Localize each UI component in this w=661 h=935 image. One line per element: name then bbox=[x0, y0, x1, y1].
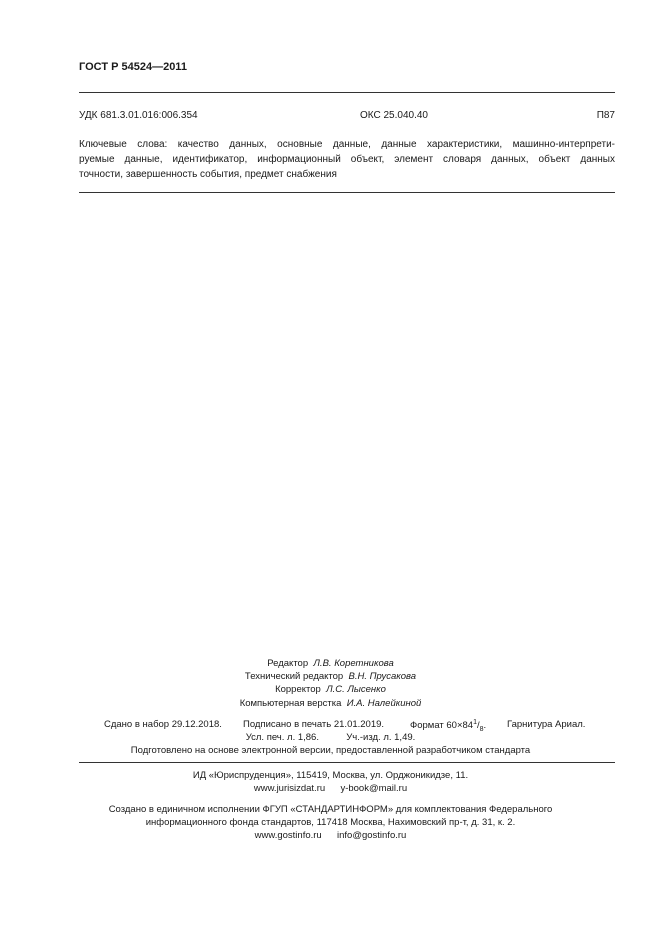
corrector-name: Л.С. Лысенко bbox=[326, 684, 386, 696]
format-sup: 1 bbox=[473, 719, 477, 726]
format bbox=[410, 719, 486, 733]
sent-date: Сдано в набор 29.12.2018. bbox=[104, 719, 222, 730]
editor-name: Л.В. Коретникова bbox=[313, 658, 394, 669]
editor-label: Редактор bbox=[267, 658, 309, 669]
publisher-sheets: Уч.-изд. л. 1,49. bbox=[346, 732, 416, 743]
layout-name: И.А. Налейкиной bbox=[346, 697, 422, 709]
producer-email-link[interactable]: info@gostinfo.ru bbox=[337, 830, 407, 841]
producer-contacts bbox=[0, 830, 661, 841]
udk-code: УДК 681.3.01.016:006.354 bbox=[79, 110, 198, 121]
format-suffix: . bbox=[483, 720, 487, 732]
editor-line bbox=[0, 657, 661, 670]
layout-line bbox=[0, 697, 661, 710]
keywords-line: Ключевые слова: качество данных, основные данные, данные характеристики, машинно-интерпрети- bbox=[79, 139, 615, 150]
publisher-email-link[interactable]: y-book@mail.ru bbox=[340, 783, 408, 794]
signed-date: Подписано в печать 21.01.2019. bbox=[243, 719, 385, 730]
font-info: Гарнитура Ариал. bbox=[507, 719, 586, 730]
imprint-divider bbox=[79, 762, 615, 763]
header-divider bbox=[79, 92, 615, 93]
corrector-label: Корректор bbox=[275, 684, 321, 696]
document-code: ГОСТ Р 54524—2011 bbox=[79, 61, 187, 73]
producer-site-link[interactable]: www.gostinfo.ru bbox=[254, 830, 322, 841]
keywords-line: руемые данные, идентификатор, информационный объект, элемент словаря данных, объект данных bbox=[79, 154, 615, 165]
tech-editor-line bbox=[0, 670, 661, 683]
tech-editor-name: В.Н. Прусакова bbox=[348, 671, 417, 683]
print-sheets: Усл. печ. л. 1,86. bbox=[245, 732, 319, 743]
layout-label: Компьютерная верстка bbox=[239, 697, 342, 709]
format-slash: / bbox=[476, 720, 480, 732]
keywords-block bbox=[79, 137, 615, 182]
corrector-line bbox=[0, 683, 661, 696]
producer-line: информационного фонда стандартов, 117418 Москва, Нахимовский пр-т, д. 31, к. 2. bbox=[145, 817, 516, 828]
group-code: П87 bbox=[596, 110, 615, 121]
format-prefix: Формат 60×84 bbox=[410, 720, 474, 732]
keywords-divider bbox=[79, 192, 615, 193]
publisher-site-link[interactable]: www.jurisizdat.ru bbox=[253, 783, 326, 794]
prepared-line: Подготовлено на основе электронной версии, предоставленной разработчиком стандарта bbox=[130, 745, 531, 756]
publisher-line: ИД «Юриспруденция», 115419, Москва, ул. Орджоникидзе, 11. bbox=[192, 770, 469, 781]
keywords-line: точности, завершенность события, предмет снабжения bbox=[79, 169, 337, 180]
tech-editor-label: Технический редактор bbox=[244, 671, 344, 683]
oks-code: ОКС 25.040.40 bbox=[360, 110, 428, 121]
sheets-line bbox=[0, 732, 661, 743]
publisher-contacts bbox=[0, 783, 661, 794]
producer-line: Создано в единичном исполнении ФГУП «СТАНДАРТИНФОРМ» для комплектования Федерального bbox=[108, 804, 553, 815]
format-sub: 8 bbox=[479, 726, 484, 734]
imprint-staff bbox=[0, 657, 661, 710]
